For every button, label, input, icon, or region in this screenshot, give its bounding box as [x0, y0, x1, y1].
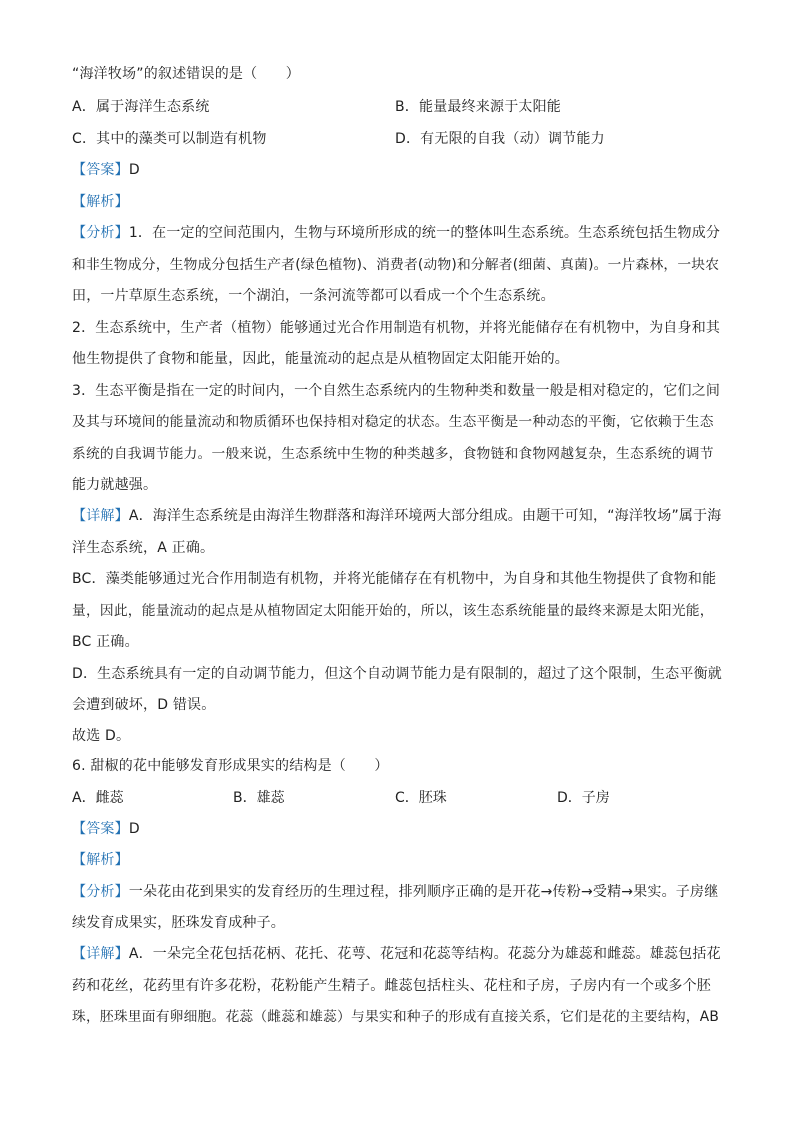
q5-fenxi-line: 3．生态平衡是指在一定的时间内，一个自然生态系统内的生物种类和数量一般是相对稳定的，它们之间	[72, 383, 721, 399]
xiangjie-label: 【详解】	[72, 946, 129, 962]
q6-option-b: B．雄蕊	[233, 790, 285, 806]
q5-fenxi-line: 【分析】1．在一定的空间范围内，生物与环境所形成的统一的整体叫生态系统。生态系统包括生物成分	[72, 225, 721, 241]
q5-fenxi-line: 田，一片草原生态系统，一个湖泊，一条河流等都可以看成一个个生态系统。	[72, 288, 555, 304]
question-5-stem: “海洋牧场”的叙述错误的是（ ）	[72, 66, 300, 82]
xiangjie-label: 【详解】	[72, 508, 129, 524]
q6-xiangjie-line: 【详解】A．一朵完全花包括花柄、花托、花萼、花冠和花蕊等结构。花蕊分为雄蕊和雌蕊。雄蕊包括花	[72, 946, 721, 962]
q5-xiangjie-line: 会遭到破坏，D 错误。	[72, 697, 216, 713]
q6-option-a: A．雌蕊	[72, 790, 124, 806]
answer-value: D	[128, 162, 140, 178]
q6-xiangjie-line: 药和花丝，花药里有许多花粉，花粉能产生精子。雌蕊包括柱头、花柱和子房，子房内有一个或多个胚	[72, 978, 711, 994]
q5-option-b: B．能量最终来源于太阳能	[395, 99, 562, 115]
q5-option-d: D．有无限的自我（动）调节能力	[395, 131, 605, 147]
q5-fenxi-line: 及其与环境间的能量流动和物质循环也保持相对稳定的状态。生态平衡是一种动态的平衡，它依赖于生态	[72, 414, 714, 430]
q5-fenxi-line: 和非生物成分，生物成分包括生产者(绿色植物)、消费者(动物)和分解者(细菌、真菌)。一片森林，一块农	[72, 257, 720, 273]
q6-option-d: D．子房	[557, 790, 610, 806]
fenxi-label: 【分析】	[72, 884, 129, 900]
answer-label: 【答案】	[72, 821, 129, 837]
answer-value: D	[128, 821, 140, 837]
q5-xiangjie-line: D．生态系统具有一定的自动调节能力，但这个自动调节能力是有限制的，超过了这个限制，生态平衡就	[72, 666, 722, 682]
q5-option-c: C．其中的藻类可以制造有机物	[72, 131, 267, 147]
q6-option-c: C．胚珠	[395, 790, 447, 806]
q5-fenxi-line: 能力就越强。	[72, 477, 158, 493]
q5-fenxi-line: 2．生态系统中，生产者（植物）能够通过光合作用制造有机物，并将光能储存在有机物中，为自身和其	[72, 320, 721, 336]
q5-conclusion: 故选 D。	[72, 728, 131, 744]
answer-label: 【答案】	[72, 162, 129, 178]
q5-xiangjie-line: BC．藻类能够通过光合作用制造有机物，并将光能储存在有机物中，为自身和其他生物提供了食物和能	[72, 571, 717, 587]
q6-answer-line	[72, 819, 140, 839]
q6-fenxi-line: 续发育成果实，胚珠发育成种子。	[72, 915, 285, 931]
q6-fenxi-line: 【分析】一朵花由花到果实的发育经历的生理过程，排列顺序正确的是开花→传粉→受精→果实。子房继	[72, 884, 719, 900]
q5-option-a: A．属于海洋生态系统	[72, 99, 210, 115]
q6-xiangjie-line: 珠，胚珠里面有卵细胞。花蕊（雌蕊和雄蕊）与果实和种子的形成有直接关系，它们是花的主要结构，AB	[72, 1009, 719, 1025]
q5-xiangjie-line: 量，因此，能量流动的起点是从植物固定太阳能开始的，所以，该生态系统能量的最终来源是太阳光能，	[72, 603, 714, 619]
q5-analysis-label: 【解析】	[72, 194, 129, 210]
q5-xiangjie-line: 【详解】A．海洋生态系统是由海洋生物群落和海洋环境两大部分组成。由题干可知，“海洋牧场”属于海	[72, 508, 722, 524]
q5-fenxi-line: 系统的自我调节能力。一般来说，生态系统中生物的种类越多，食物链和食物网越复杂，生态系统的调节	[72, 446, 714, 462]
question-6-stem: 6. 甜椒的花中能够发育形成果实的结构是（ ）	[72, 758, 389, 774]
q5-xiangjie-line: 洋生态系统，A 正确。	[72, 540, 215, 556]
q5-xiangjie-line: BC 正确。	[72, 634, 139, 650]
q6-analysis-label: 【解析】	[72, 852, 129, 868]
fenxi-label: 【分析】	[72, 225, 129, 241]
q5-fenxi-line: 他生物提供了食物和能量，因此，能量流动的起点是从植物固定太阳能开始的。	[72, 351, 569, 367]
q5-answer-line	[72, 160, 140, 180]
